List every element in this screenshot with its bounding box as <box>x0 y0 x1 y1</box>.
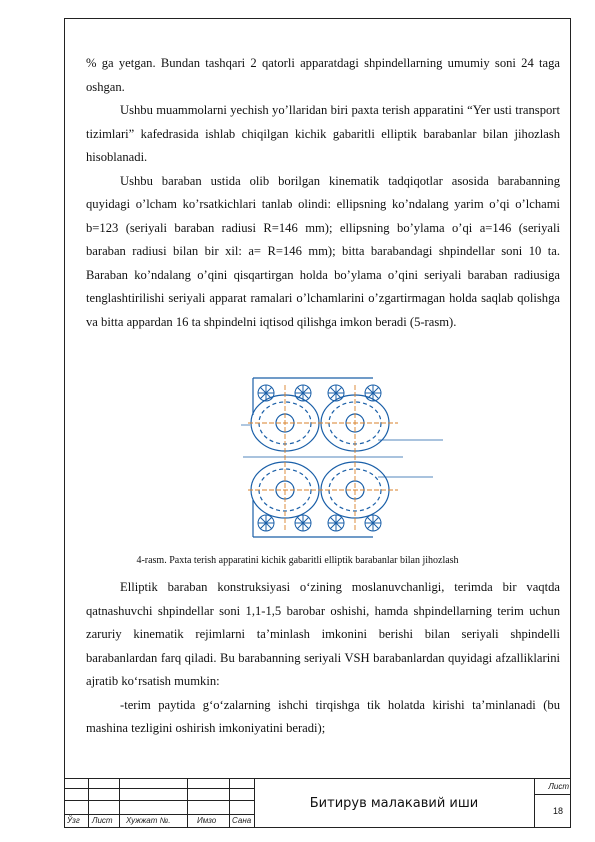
paragraph-continuation: % ga yetgan. Bundan tashqari 2 qatorli apparatdagi shpindellarning umumiy soni 24 taga oshgan. <box>86 56 560 94</box>
document-title: Битирув малакавий иши <box>309 795 479 811</box>
body-text-bottom <box>86 576 560 741</box>
paragraph-solution: Ushbu muammolarni yechish yo’llaridan biri paxta terish apparatini “Yer usti transport tizimlari” kafedrasida ishlab chiqilgan kichik gabaritli elliptik barabanlar bilan jihozlash hisoblanadi. <box>86 103 560 164</box>
leader-lines <box>241 425 443 477</box>
title-block <box>64 778 571 828</box>
sheet-label: Лист <box>548 782 569 791</box>
paragraph-advantage-1: -terim paytida g‘o‘zalarning ishchi tirqishga tik holatda kirishi ta’minlanadi (bu mashina tezligini oshirish imkoniyatini beradi); <box>86 697 560 735</box>
axis-lines <box>248 385 398 530</box>
spindle-wheels <box>258 385 381 531</box>
body-text-top <box>86 52 560 334</box>
stamp-label-sheet: Лист <box>92 816 113 825</box>
elliptic-drums-figure <box>238 375 453 540</box>
stamp-label-signature: Имзо <box>197 816 217 825</box>
sheet-number: 18 <box>552 806 563 816</box>
stamp-label-document-number: Хужжат №. <box>126 816 171 825</box>
stamp-label-date: Сана <box>232 816 252 825</box>
stamp-label-change: Ўзг <box>67 816 80 825</box>
figure-caption: 4-rasm. Paxta terish apparatini kichik gabaritli elliptik barabanlar bilan jihozlash <box>136 555 459 566</box>
paragraph-kinematics: Ushbu baraban ustida olib borilgan kinematik tadqiqotlar asosida barabanning quyidagi o’lcham ko’rsatkichlari tanlab olindi: ellipsning ko’ndalang yarim o’qi o’lchami b=123 (seriyali baraban radiusi R=146 mm); ellipsning bo’ylama o’qi a=146 (seriyali baraban radiusi bilan bir xil: a= R=146 mm); bitta barabandagi shpindellar soni 10 ta. Baraban ko’ndalang o’qini qisqartirgan holda bo’ylama o’qini seriyali baraban radiusiga tenglashtirilishi seriyali apparat ramalari o’lchamlarini o’zgartirmagan holda saqlab qolishga va bitta appardan 16 ta shpindelni iqtisod qilishga imkon beradi (5-rasm). <box>86 173 560 329</box>
paragraph-elliptic-construction: Elliptik baraban konstruksiyasi o‘zining moslanuvchanligi, terimda bir vaqtda qatnashuvchi shpindellar soni 1,1-1,5 barobar oshishi, hamda shpindellarning terim uchun zaruriy kinematik rejimlarni ta’minlash imkonini berishi bilan seriyali shpindelli barabanlardan farq qiladi. Bu barabanning seriyali VSH barabanlardan quyidagi afzalliklarini ajratib ko‘rsatish mumkin: <box>86 580 560 688</box>
